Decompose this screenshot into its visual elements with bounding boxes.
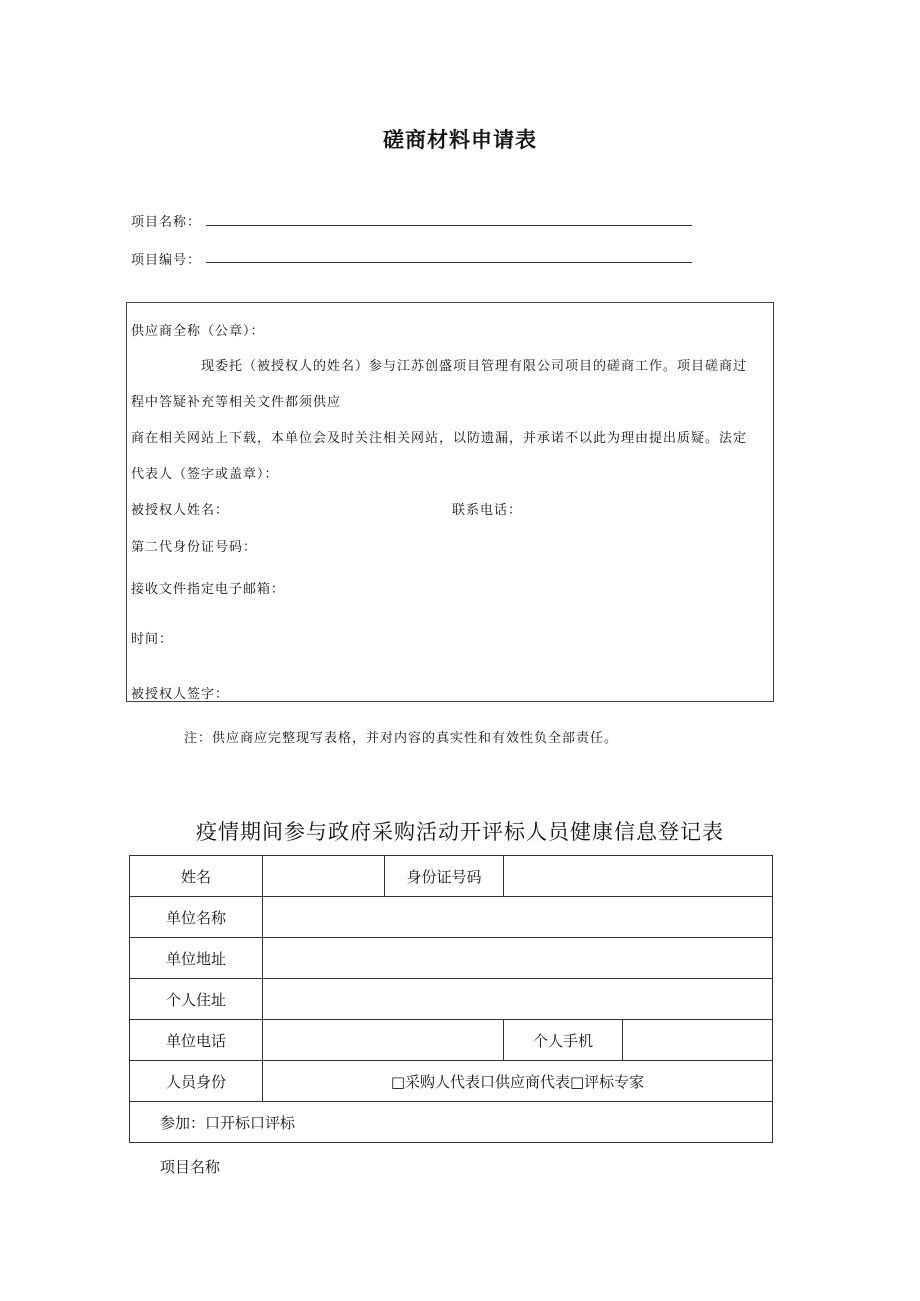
unit-phone-label: 单位电话	[130, 1020, 263, 1061]
personal-address-value-cell[interactable]	[263, 979, 773, 1020]
form2-title: 疫情期间参与政府采购活动开评标人员健康信息登记表	[196, 820, 724, 844]
unit-address-value-cell[interactable]	[263, 938, 773, 979]
table-row	[130, 897, 773, 938]
project-no-label: 项目编号：	[131, 253, 202, 268]
delegation-line3: 商在相关网站上下载，本单位会及时关注相关网站，以防遗漏，并承诺不以此为理由提出质疑。法定	[131, 431, 748, 446]
supplier-label: 供应商全称（公章）：	[131, 324, 265, 339]
project-no-line[interactable]	[206, 262, 692, 263]
signature-label: 被授权人签字：	[131, 687, 230, 702]
email-label: 接收文件指定电子邮箱：	[131, 582, 286, 597]
name-value-cell[interactable]	[263, 856, 385, 897]
project-name-line[interactable]	[206, 225, 692, 226]
unit-name-value-cell[interactable]	[263, 897, 773, 938]
name-label: 姓名	[130, 856, 263, 897]
delegation-line1: 现委托（被授权人的姓名）参与江苏创盛项目管理有限公司项目的磋商工作。项目磋商过	[201, 359, 748, 374]
unit-name-label: 单位名称	[130, 897, 263, 938]
table-row	[130, 856, 773, 897]
id-number-label: 身份证号码	[385, 856, 504, 897]
table-row	[130, 1020, 773, 1061]
table-row	[130, 1102, 773, 1143]
id-number-label: 第二代身份证号码：	[131, 540, 258, 555]
table-row	[130, 938, 773, 979]
identity-options[interactable]: □采购人代表口供应商代表□评标专家	[263, 1061, 773, 1102]
id-number-value-cell[interactable]	[504, 856, 773, 897]
time-label: 时间：	[131, 632, 174, 647]
participate-options[interactable]: 参加：口开标口评标	[130, 1102, 773, 1143]
project-name-label: 项目名称：	[131, 215, 202, 230]
personal-address-label: 个人住址	[130, 979, 263, 1020]
table-row	[130, 1061, 773, 1102]
table-row	[130, 979, 773, 1020]
health-registration-table	[129, 855, 773, 1143]
identity-label: 人员身份	[130, 1061, 263, 1102]
mobile-value-cell[interactable]	[623, 1020, 773, 1061]
unit-address-label: 单位地址	[130, 938, 263, 979]
form1-title: 磋商材料申请表	[383, 127, 537, 152]
unit-phone-value-cell[interactable]	[263, 1020, 504, 1061]
footer-project-name-label: 项目名称	[160, 1158, 221, 1176]
phone-label: 联系电话：	[452, 503, 523, 518]
delegation-line2: 程中答疑补充等相关文件都须供应	[131, 395, 342, 410]
mobile-label: 个人手机	[504, 1020, 623, 1061]
authorized-name-label: 被授权人姓名：	[131, 503, 230, 518]
legal-rep-label: 代表人（签字或盖章）：	[131, 467, 279, 482]
form1-note: 注：供应商应完整现写表格，并对内容的真实性和有效性负全部责任。	[184, 731, 619, 746]
